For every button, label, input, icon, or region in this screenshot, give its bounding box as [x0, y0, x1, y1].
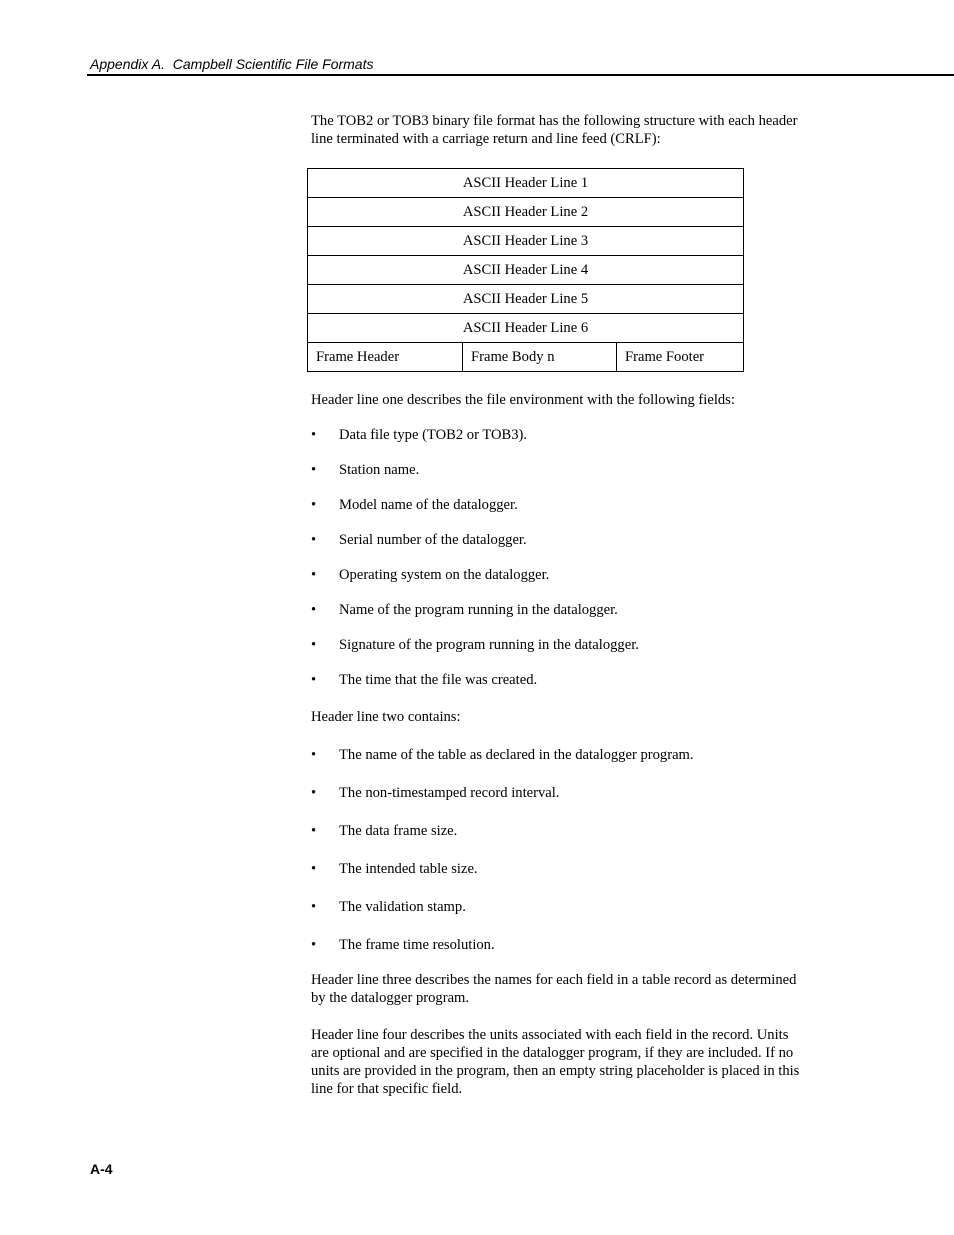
- header-line-cell: ASCII Header Line 5: [308, 285, 744, 314]
- page-number: A-4: [90, 1161, 113, 1177]
- list-item: • Name of the program running in the datalogger.: [311, 602, 618, 618]
- file-structure-table: [307, 168, 744, 372]
- frame-header-cell: Frame Header: [308, 343, 463, 372]
- list-item: • Station name.: [311, 462, 420, 478]
- list-item: • The time that the file was created.: [311, 672, 538, 688]
- table-row: [308, 285, 744, 314]
- bullet-icon: •: [311, 823, 317, 839]
- list-item: • Serial number of the datalogger.: [311, 532, 527, 548]
- table-row: [308, 169, 744, 198]
- header-line-cell: ASCII Header Line 2: [308, 198, 744, 227]
- header-line-cell: ASCII Header Line 6: [308, 314, 744, 343]
- line-four-paragraph: Header line four describes the units associated with each field in the record. Units are optional and are specified in the datalogger program, if they are included. If no units are provided in the program, then an empty string placeholder is placed in this line for that specific field.: [311, 1027, 800, 1097]
- bullet-icon: •: [311, 937, 317, 953]
- frame-body-cell: Frame Body n: [463, 343, 617, 372]
- header-line-cell: ASCII Header Line 3: [308, 227, 744, 256]
- table-row: [308, 198, 744, 227]
- list-item: • The non-timestamped record interval.: [311, 785, 560, 801]
- list-item: • Signature of the program running in the datalogger.: [311, 637, 639, 653]
- line-three-paragraph: Header line three describes the names for each field in a table record as determined by the datalogger program.: [311, 972, 797, 1006]
- list-item: • The data frame size.: [311, 823, 458, 839]
- line-one-field-list: [311, 426, 801, 689]
- list-item: • The name of the table as declared in the datalogger program.: [311, 747, 694, 763]
- header-rule: [87, 74, 954, 76]
- list-item: • The validation stamp.: [311, 899, 466, 915]
- bullet-icon: •: [311, 672, 317, 688]
- list-item: • The intended table size.: [311, 861, 478, 877]
- bullet-icon: •: [311, 785, 317, 801]
- bullet-icon: •: [311, 637, 317, 653]
- list-item: • Data file type (TOB2 or TOB3).: [311, 427, 528, 443]
- running-header-title: Appendix A. Campbell Scientific File Formats: [90, 56, 374, 72]
- table-row: [308, 314, 744, 343]
- bullet-icon: •: [311, 462, 317, 478]
- list-item: • The frame time resolution.: [311, 937, 495, 953]
- page-body: [311, 112, 801, 1098]
- header-line-cell: ASCII Header Line 1: [308, 169, 744, 198]
- frame-footer-cell: Frame Footer: [617, 343, 744, 372]
- header-line-cell: ASCII Header Line 4: [308, 256, 744, 285]
- table-row: [308, 256, 744, 285]
- line-two-intro: Header line two contains:: [311, 709, 461, 725]
- bullet-icon: •: [311, 567, 317, 583]
- list-item: • Model name of the datalogger.: [311, 497, 518, 513]
- line-one-intro: Header line one describes the file environment with the following fields:: [311, 392, 735, 408]
- intro-paragraph: The TOB2 or TOB3 binary file format has the following structure with each header line terminated with a carriage return and line feed (CRLF):: [311, 113, 798, 147]
- bullet-icon: •: [311, 899, 317, 915]
- line-two-field-list: [311, 746, 801, 954]
- bullet-icon: •: [311, 602, 317, 618]
- bullet-icon: •: [311, 497, 317, 513]
- table-row: [308, 227, 744, 256]
- list-item: • Operating system on the datalogger.: [311, 567, 550, 583]
- bullet-icon: •: [311, 427, 317, 443]
- bullet-icon: •: [311, 532, 317, 548]
- table-row: [308, 343, 744, 372]
- bullet-icon: •: [311, 861, 317, 877]
- bullet-icon: •: [311, 747, 317, 763]
